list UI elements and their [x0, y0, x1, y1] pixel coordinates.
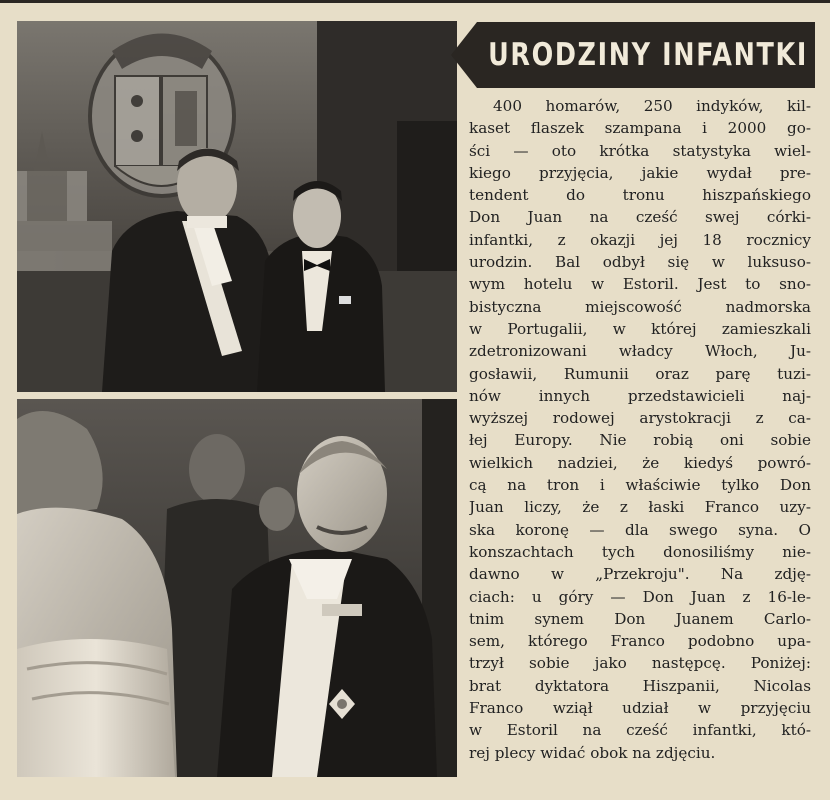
article-line: wym hotelu w Estoril. Jest to sno- — [469, 275, 811, 294]
article-line: dawno w „Przekroju". Na zdję- — [469, 565, 811, 584]
headline-banner — [451, 22, 815, 88]
top-rule — [0, 0, 830, 3]
article-line: 400 homarów, 250 indyków, kil- — [493, 97, 811, 115]
article-line: zdetronizowani władcy Włoch, Ju- — [469, 342, 811, 361]
article-line: kiego przyjęcia, jakie wydał pre- — [469, 163, 811, 182]
article-line: w Portugalii, w której zamieszkali — [469, 319, 811, 338]
article-line: Juan liczy, że z łaski Franco uzy- — [469, 498, 811, 517]
article-line: sem, którego Franco podobno upa- — [469, 632, 811, 651]
article-line: tendent do tronu hiszpańskiego — [469, 186, 811, 205]
photo-bottom-illustration — [17, 399, 457, 777]
article-line: wielkich nadziei, że kiedyś powró- — [469, 453, 811, 472]
article-line: trzył sobie jako następcę. Poniżej: — [469, 654, 811, 673]
photo-nicolas-franco — [17, 399, 457, 777]
article-line: Franco wziął udział w przyjęciu — [469, 699, 811, 718]
article-body — [469, 95, 811, 764]
photo-top-illustration — [17, 21, 457, 392]
article-line: kaset flaszek szampana i 2000 go- — [469, 119, 811, 138]
article-line: konszachtach tych donosiliśmy nie- — [469, 542, 811, 561]
article-line: gosławii, Rumunii oraz parę tuzi- — [469, 364, 811, 383]
article-line: urodzin. Bal odbył się w luksuso- — [469, 253, 811, 272]
article-line: wyższej rodowej arystokracji z ca- — [469, 409, 811, 428]
article-line: infantki, z okazji jej 18 rocznicy — [469, 230, 811, 249]
article-line: cą na tron i właściwie tylko Don — [469, 476, 811, 495]
headline: URODZINY INFANTKI — [488, 37, 808, 73]
photo-don-juan-and-son — [17, 21, 457, 392]
article-line: brat dyktatora Hiszpanii, Nicolas — [469, 676, 811, 695]
article-line: Don Juan na cześć swej córki- — [469, 208, 811, 227]
article-line: ska koronę — dla swego syna. O — [469, 520, 811, 539]
article-line: ciach: u góry — Don Juan z 16-le- — [469, 587, 811, 606]
article-line: rej plecy widać obok na zdjęciu. — [469, 743, 716, 762]
article-line: tnim synem Don Juanem Carlo- — [469, 609, 811, 628]
article-line: bistyczna miejscowość nadmorska — [469, 297, 811, 316]
article-line: w Estoril na cześć infantki, któ- — [469, 721, 811, 740]
article-line: łej Europy. Nie robią oni sobie — [469, 431, 811, 450]
article-line: ści — oto krótka statystyka wiel- — [469, 141, 811, 160]
article-line: nów innych przedstawicieli naj- — [469, 386, 811, 405]
